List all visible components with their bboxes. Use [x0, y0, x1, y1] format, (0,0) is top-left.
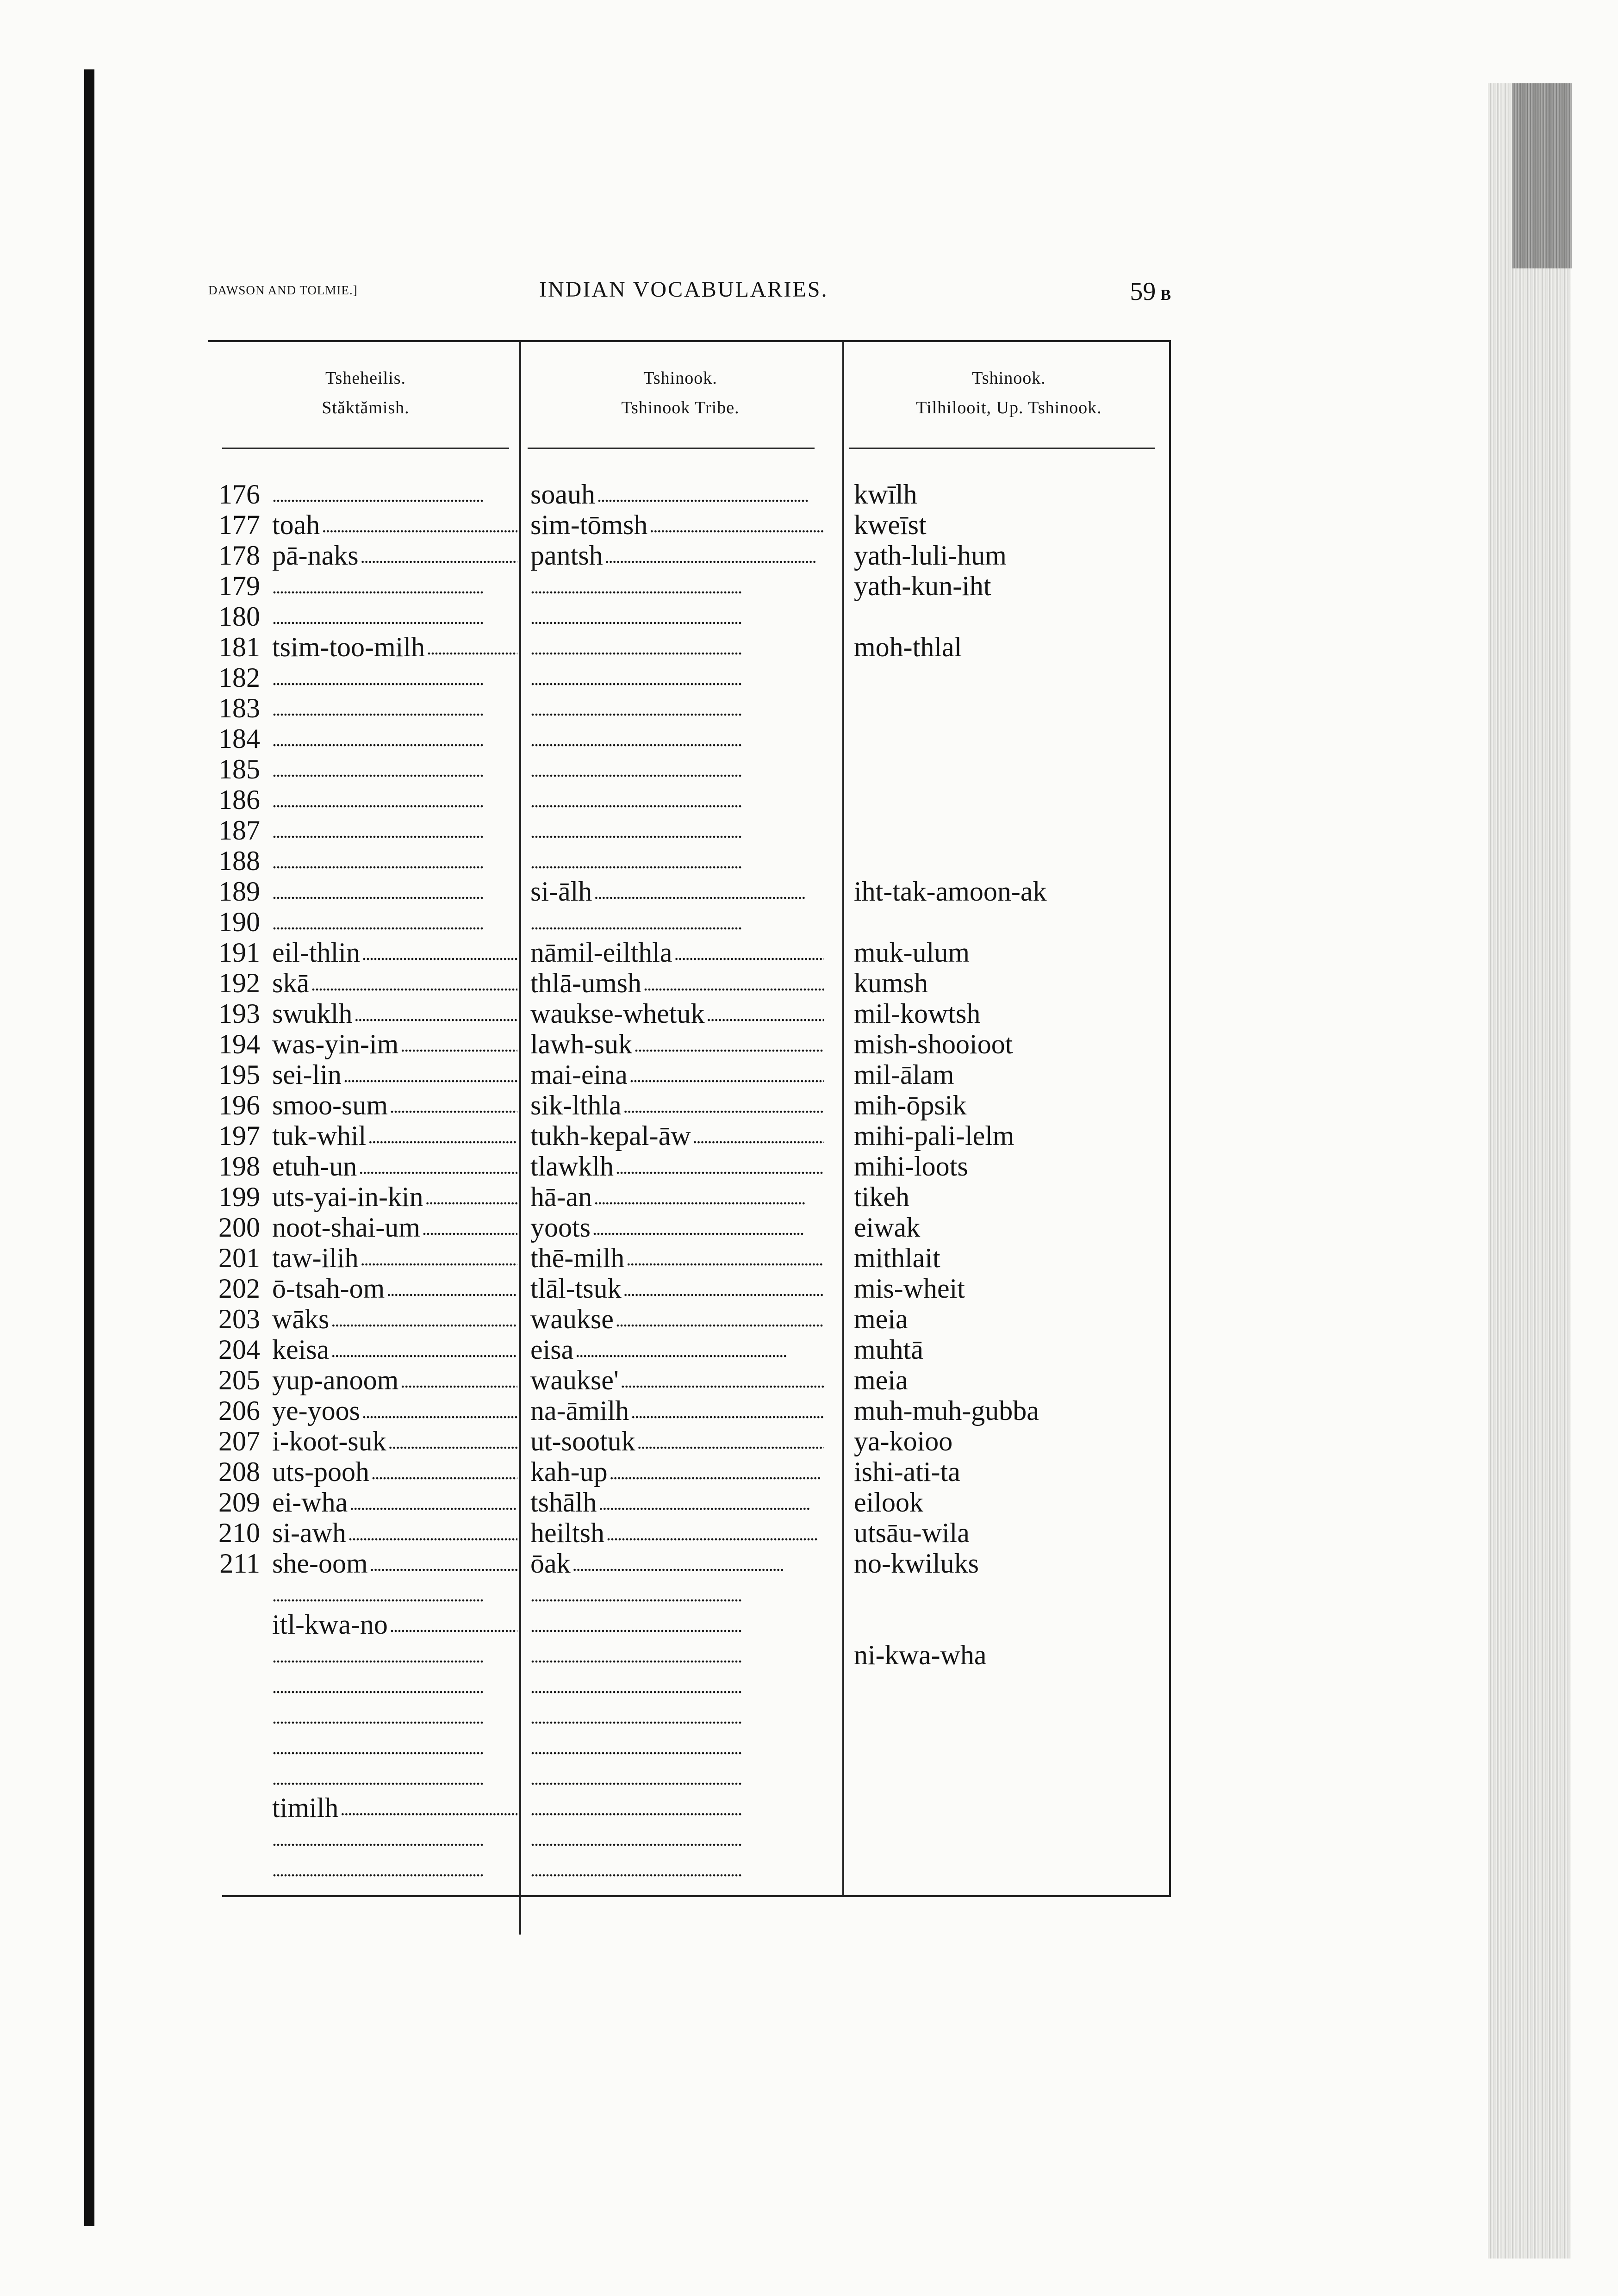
cell-tsheheilis: uts-pooh . . . [272, 1456, 517, 1488]
table-row [208, 1670, 1171, 1701]
row-number: 182 [218, 662, 260, 693]
cell-tshinook-tribe [530, 1609, 824, 1641]
row-number: 204 [218, 1334, 260, 1365]
table-row [208, 1854, 1171, 1884]
row-number: 193 [218, 998, 260, 1029]
table-row [208, 815, 1171, 846]
row-number: 191 [218, 937, 260, 968]
cell-tsheheilis: skā . . . [272, 968, 517, 1000]
cell-tilhilooit: meia [854, 1304, 908, 1334]
cell-tshinook-tribe [530, 632, 824, 664]
cell-tilhilooit: mihi-pali-lelm [854, 1120, 1014, 1151]
row-number: 201 [218, 1243, 260, 1273]
cell-tsheheilis: yup-anoom . . . [272, 1365, 517, 1397]
cell-tshinook-tribe [530, 1792, 824, 1824]
table-row [208, 937, 1171, 968]
cell-tsheheilis [272, 784, 517, 816]
cell-tsheheilis: toah . . . [272, 510, 517, 541]
cell-tsheheilis: uts-yai-in-kin . . . [272, 1182, 517, 1213]
column-header-line1: Tshinook. [972, 368, 1046, 388]
table-row [208, 1090, 1171, 1120]
cell-tshinook-tribe: na-āmilh . . . [530, 1395, 824, 1427]
row-number: 183 [218, 693, 260, 723]
cell-tilhilooit: yath-luli-hum [854, 540, 1007, 571]
cell-tshinook-tribe: tlawklh . . . [530, 1151, 824, 1183]
cell-tilhilooit: ni-kwa-wha [854, 1640, 987, 1670]
table-top-rule [208, 340, 1171, 342]
cell-tsheheilis [272, 907, 517, 939]
cell-tsheheilis: sei-lin . . . [272, 1059, 517, 1091]
table-row [208, 1304, 1171, 1334]
cell-tshinook-tribe [530, 907, 824, 939]
row-number: 188 [218, 846, 260, 876]
header-rule-col1 [222, 448, 509, 449]
cell-tilhilooit: mish-shooioot [854, 1029, 1013, 1059]
table-row [208, 784, 1171, 815]
page-number-value: 59 [1130, 277, 1156, 306]
cell-tilhilooit: tikeh [854, 1182, 909, 1212]
cell-tsheheilis: keisa . . . [272, 1334, 517, 1366]
cell-tshinook-tribe [530, 723, 824, 755]
cell-tilhilooit: muhtā [854, 1334, 923, 1365]
table-row [208, 754, 1171, 784]
page-number-suffix: B [1160, 286, 1171, 304]
table-row [208, 1487, 1171, 1518]
cell-tshinook-tribe: yoots . . . [530, 1212, 824, 1244]
table-row [208, 1518, 1171, 1548]
cell-tsheheilis: pā-naks . . . [272, 540, 517, 572]
cell-tshinook-tribe: thlā-umsh . . . [530, 968, 824, 1000]
table-row [208, 1456, 1171, 1487]
row-number: 189 [218, 876, 260, 907]
row-number: 180 [218, 601, 260, 632]
cell-tshinook-tribe [530, 693, 824, 725]
cell-tilhilooit: kumsh [854, 968, 928, 998]
table-row [208, 1609, 1171, 1640]
table-row [208, 693, 1171, 723]
row-number: 181 [218, 632, 260, 662]
row-number: 202 [218, 1273, 260, 1304]
cell-tsheheilis: si-awh . . . [272, 1518, 517, 1549]
table-row [208, 662, 1171, 693]
row-number: 209 [218, 1487, 260, 1518]
table-row [208, 998, 1171, 1029]
row-number: 197 [218, 1120, 260, 1151]
cell-tshinook-tribe [530, 1854, 824, 1885]
cell-tsheheilis [272, 479, 517, 511]
cell-tsheheilis [272, 754, 517, 786]
column-header-tilhilooit [847, 363, 1171, 423]
table-row [208, 1762, 1171, 1792]
cell-tshinook-tribe: heiltsh . . . [530, 1518, 824, 1549]
table-row [208, 1731, 1171, 1762]
table-row [208, 1579, 1171, 1609]
table-row [208, 1365, 1171, 1395]
cell-tsheheilis: ye-yoos . . . [272, 1395, 517, 1427]
cell-tshinook-tribe: sim-tōmsh . . . [530, 510, 824, 541]
cell-tshinook-tribe [530, 846, 824, 877]
row-number: 190 [218, 907, 260, 937]
row-number: 203 [218, 1304, 260, 1334]
cell-tshinook-tribe: kah-up . . . [530, 1456, 824, 1488]
cell-tsheheilis [272, 876, 517, 908]
cell-tilhilooit: ya-koioo [854, 1426, 953, 1456]
row-number: 200 [218, 1212, 260, 1243]
cell-tilhilooit: kweīst [854, 510, 927, 540]
cell-tsheheilis: etuh-un . . . [272, 1151, 517, 1183]
row-number: 206 [218, 1395, 260, 1426]
column-header-line1: Tshinook. [643, 368, 717, 388]
table-rows [208, 479, 1171, 1884]
row-number: 211 [219, 1548, 260, 1579]
cell-tshinook-tribe: ōak . . . [530, 1548, 824, 1580]
cell-tilhilooit: no-kwiluks [854, 1548, 979, 1579]
cell-tilhilooit: mithlait [854, 1243, 940, 1273]
cell-tsheheilis: wāks . . . [272, 1304, 517, 1336]
cell-tilhilooit: utsāu-wila [854, 1518, 970, 1548]
cell-tsheheilis [272, 1823, 517, 1855]
cell-tshinook-tribe: nāmil-eilthla . . . [530, 937, 824, 969]
cell-tilhilooit: ishi-ati-ta [854, 1456, 960, 1487]
header-rule-col2 [528, 448, 815, 449]
row-number: 176 [218, 479, 260, 510]
column-header-tsheheilis [222, 363, 509, 423]
page-edge-right-dark [1512, 83, 1572, 268]
cell-tsheheilis [272, 1854, 517, 1885]
cell-tshinook-tribe [530, 1579, 824, 1611]
cell-tsheheilis [272, 1701, 517, 1733]
table-row [208, 1182, 1171, 1212]
cell-tsheheilis: tsim-too-milh . . . [272, 632, 517, 664]
cell-tshinook-tribe: thē-milh . . . [530, 1243, 824, 1275]
cell-tsheheilis [272, 723, 517, 755]
table-row [208, 1273, 1171, 1304]
cell-tsheheilis: smoo-sum . . . [272, 1090, 517, 1122]
column-header-line2: Tshinook Tribe. [621, 398, 740, 417]
cell-tilhilooit: iht-tak-amoon-ak [854, 876, 1047, 907]
cell-tilhilooit: mil-ālam [854, 1059, 954, 1090]
row-number: 185 [218, 754, 260, 784]
cell-tilhilooit: mih-ōpsik [854, 1090, 967, 1120]
row-number: 208 [218, 1456, 260, 1487]
row-number: 199 [218, 1182, 260, 1212]
table-row [208, 1059, 1171, 1090]
cell-tilhilooit: eiwak [854, 1212, 921, 1243]
cell-tsheheilis: swuklh . . . [272, 998, 517, 1030]
table-row [208, 1792, 1171, 1823]
cell-tilhilooit: mil-kowtsh [854, 998, 981, 1029]
row-number: 192 [218, 968, 260, 998]
cell-tilhilooit: moh-thlal [854, 632, 962, 662]
cell-tilhilooit: mis-wheit [854, 1273, 965, 1304]
table-row [208, 510, 1171, 540]
row-number: 207 [218, 1426, 260, 1456]
cell-tshinook-tribe [530, 1731, 824, 1763]
cell-tilhilooit: meia [854, 1365, 908, 1395]
cell-tsheheilis [272, 1670, 517, 1702]
page-edge-right [1488, 83, 1571, 2259]
cell-tsheheilis [272, 693, 517, 725]
cell-tsheheilis [272, 601, 517, 633]
cell-tsheheilis: ei-wha . . . [272, 1487, 517, 1519]
table-row [208, 1548, 1171, 1579]
cell-tshinook-tribe [530, 1640, 824, 1672]
table-row [208, 907, 1171, 937]
cell-tsheheilis: i-koot-suk . . . [272, 1426, 517, 1458]
table-row [208, 1395, 1171, 1426]
cell-tsheheilis [272, 1579, 517, 1611]
cell-tsheheilis [272, 571, 517, 603]
table-row [208, 846, 1171, 876]
table-row [208, 1120, 1171, 1151]
cell-tsheheilis: ō-tsah-om . . . [272, 1273, 517, 1305]
cell-tshinook-tribe [530, 571, 824, 603]
column-header-tshinook-tribe [528, 363, 833, 423]
table-row [208, 1151, 1171, 1182]
cell-tshinook-tribe: tukh-kepal-āw . . . [530, 1120, 824, 1152]
cell-tshinook-tribe: waukse-whetuk . . . [530, 998, 824, 1030]
table-row [208, 540, 1171, 571]
cell-tshinook-tribe: eisa . . . [530, 1334, 824, 1366]
cell-tshinook-tribe [530, 601, 824, 633]
cell-tshinook-tribe [530, 662, 824, 694]
cell-tshinook-tribe: lawh-suk . . . [530, 1029, 824, 1061]
table-row [208, 723, 1171, 754]
row-number: 178 [218, 540, 260, 571]
cell-tshinook-tribe [530, 815, 824, 847]
row-number: 198 [218, 1151, 260, 1182]
row-number: 210 [218, 1518, 260, 1548]
cell-tshinook-tribe [530, 1762, 824, 1794]
cell-tshinook-tribe: mai-eina . . . [530, 1059, 824, 1091]
binding-shadow-left [84, 69, 94, 2226]
table-row [208, 1823, 1171, 1854]
table-row [208, 1029, 1171, 1059]
cell-tshinook-tribe [530, 1670, 824, 1702]
cell-tilhilooit: kwīlh [854, 479, 917, 510]
table-row [208, 1243, 1171, 1273]
row-number: 205 [218, 1365, 260, 1395]
cell-tsheheilis [272, 846, 517, 877]
table-row [208, 632, 1171, 662]
table-row [208, 1212, 1171, 1243]
column-header-line2: Stăktămish. [322, 398, 410, 417]
cell-tshinook-tribe: waukse . . . [530, 1304, 824, 1336]
cell-tshinook-tribe: soauh . . . [530, 479, 824, 511]
row-number: 177 [218, 510, 260, 540]
vocabulary-table [208, 340, 1171, 1965]
cell-tilhilooit: mihi-loots [854, 1151, 968, 1182]
cell-tsheheilis: eil-thlin . . . [272, 937, 517, 969]
cell-tsheheilis [272, 815, 517, 847]
cell-tsheheilis: timilh . . . [272, 1792, 517, 1824]
row-number: 186 [218, 784, 260, 815]
running-head [208, 277, 1171, 309]
row-number: 184 [218, 723, 260, 754]
cell-tsheheilis [272, 1731, 517, 1763]
table-row [208, 1640, 1171, 1670]
row-number: 194 [218, 1029, 260, 1059]
running-head-title: INDIAN VOCABULARIES. [539, 277, 828, 302]
row-number: 179 [218, 571, 260, 601]
cell-tshinook-tribe: sik-lthla . . . [530, 1090, 824, 1122]
table-row [208, 479, 1171, 510]
cell-tilhilooit: muh-muh-gubba [854, 1395, 1039, 1426]
cell-tilhilooit: yath-kun-iht [854, 571, 991, 601]
table-row [208, 968, 1171, 998]
column-header-line2: Tilhilooit, Up. Tshinook. [916, 398, 1102, 417]
cell-tshinook-tribe [530, 754, 824, 786]
cell-tsheheilis: tuk-whil . . . [272, 1120, 517, 1152]
header-rule-col3 [849, 448, 1155, 449]
cell-tilhilooit: eilook [854, 1487, 923, 1518]
cell-tsheheilis: taw-ilih . . . [272, 1243, 517, 1275]
column-header-line1: Tsheheilis. [325, 368, 406, 388]
table-row [208, 1426, 1171, 1456]
cell-tsheheilis: she-oom . . . [272, 1548, 517, 1580]
cell-tshinook-tribe [530, 1823, 824, 1855]
cell-tilhilooit: muk-ulum [854, 937, 970, 968]
running-head-authors: DAWSON AND TOLMIE.] [208, 283, 358, 297]
table-row [208, 601, 1171, 632]
table-row [208, 1701, 1171, 1731]
cell-tshinook-tribe: hā-an . . . [530, 1182, 824, 1213]
cell-tshinook-tribe [530, 784, 824, 816]
cell-tsheheilis [272, 1640, 517, 1672]
cell-tshinook-tribe: pantsh . . . [530, 540, 824, 572]
cell-tsheheilis [272, 1762, 517, 1794]
cell-tshinook-tribe: waukse' . . . [530, 1365, 824, 1397]
row-number: 195 [218, 1059, 260, 1090]
cell-tsheheilis [272, 662, 517, 694]
cell-tsheheilis: was-yin-im . . . [272, 1029, 517, 1061]
table-row [208, 571, 1171, 601]
table-bottom-rule [222, 1895, 1171, 1897]
page-number [1130, 277, 1171, 306]
cell-tsheheilis: noot-shai-um . . . [272, 1212, 517, 1244]
cell-tshinook-tribe: si-ālh . . . [530, 876, 824, 908]
row-number: 196 [218, 1090, 260, 1120]
cell-tshinook-tribe: tlāl-tsuk . . . [530, 1273, 824, 1305]
cell-tshinook-tribe [530, 1701, 824, 1733]
cell-tshinook-tribe: tshālh . . . [530, 1487, 824, 1519]
table-row [208, 876, 1171, 907]
row-number: 187 [218, 815, 260, 846]
table-row [208, 1334, 1171, 1365]
cell-tshinook-tribe: ut-sootuk . . . [530, 1426, 824, 1458]
cell-tsheheilis: itl-kwa-no . . . [272, 1609, 517, 1641]
